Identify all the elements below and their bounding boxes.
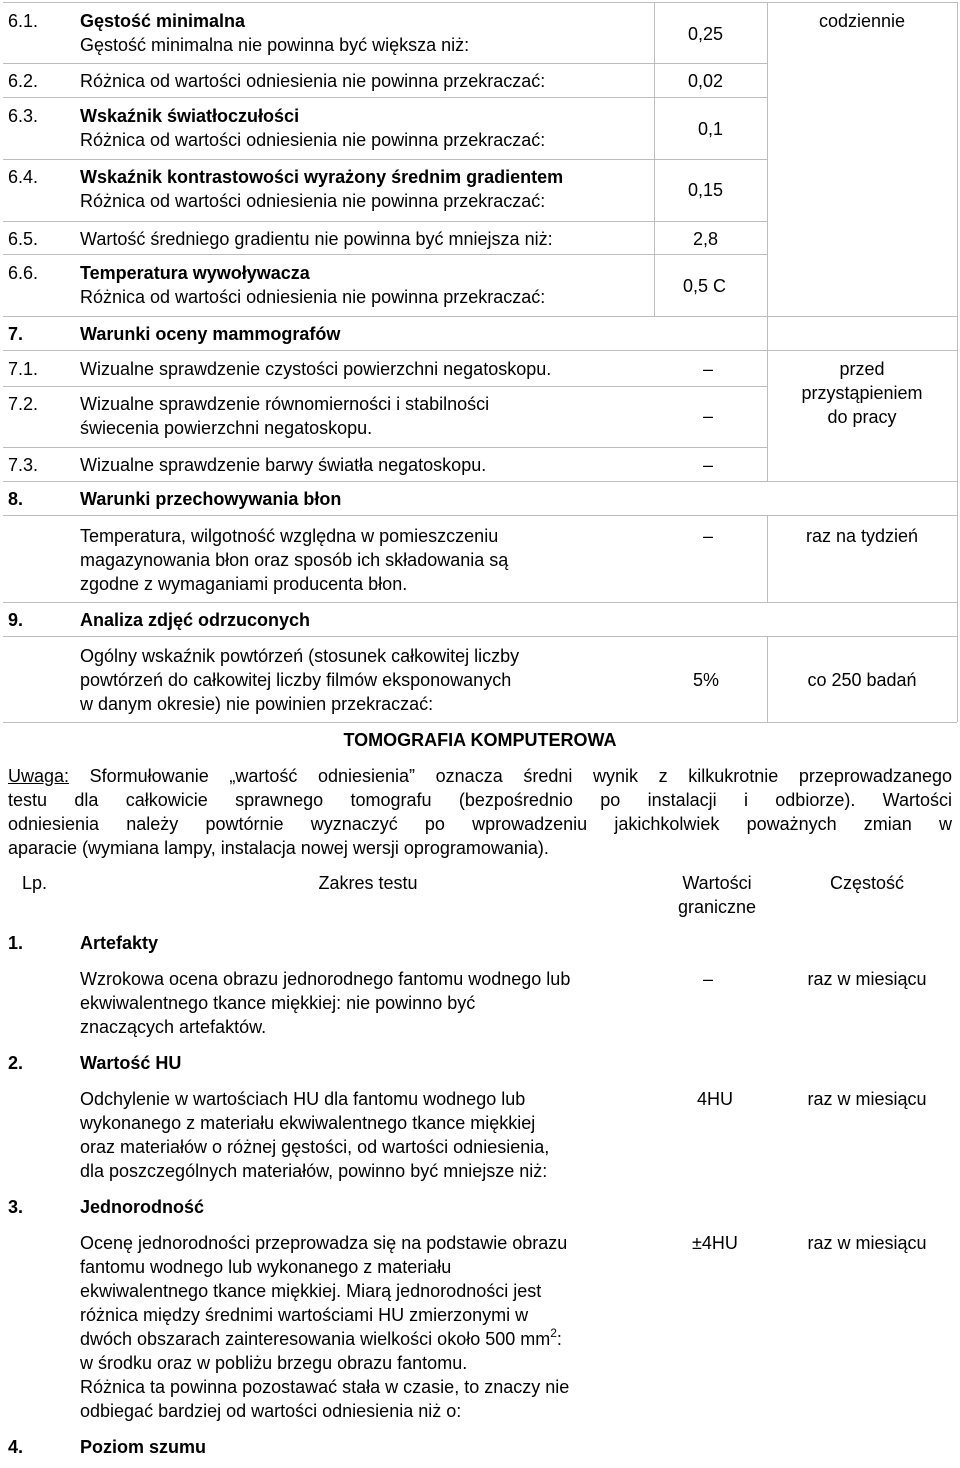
frequency-cell: raz w miesiącu [807,969,927,989]
item-title: Gęstość minimalna [80,11,246,31]
item-description: Wzrokowa ocena obrazu jednorodnego fantomu wodnego lub [80,969,571,989]
frequency-cell: raz na tydzień [805,526,919,546]
grid-line [3,636,957,637]
grid-line [3,221,767,222]
item-description: fantomu wodnego lub wykonanego z materiału [80,1257,452,1277]
grid-line [3,481,957,482]
section-number: 9. [8,610,24,630]
item-limit-value: – [703,526,714,546]
item-number: 6.5. [8,229,39,249]
item-number: 6.2. [8,71,39,91]
grid-line [3,2,957,3]
item-limit-value: 0,25 [688,24,724,44]
item-description: oraz materiałów o różnej gęstości, od wartości odniesienia, [80,1137,550,1157]
grid-line [3,159,767,160]
item-description: Wizualne sprawdzenie barwy światła negatoskopu. [80,455,487,475]
item-number: 2. [8,1053,24,1073]
item-number: 6.6. [8,263,39,283]
note-line [8,764,952,788]
item-description: różnica między średnimi wartościami HU zmierzonymi w [80,1305,529,1325]
item-limit-value: – [703,969,714,989]
column-header-scope: Zakres testu [318,873,418,893]
item-description: Różnica od wartości odniesienia nie powinna przekraczać: [80,191,546,211]
item-title: Poziom szumu [80,1437,207,1457]
grid-line [3,447,767,448]
item-description [80,1327,562,1351]
item-title: Temperatura wywoływacza [80,263,310,283]
superscript: 2 [550,1326,557,1340]
section-title: Analiza zdjęć odrzuconych [80,610,311,630]
column-header-limit: Wartości [682,873,752,893]
item-description: Różnica od wartości odniesienia nie powinna przekraczać: [80,130,546,150]
item-limit-value: 0,1 [698,119,724,139]
item-number: 6.3. [8,106,39,126]
section-number: 7. [8,324,24,344]
item-number: 3. [8,1197,24,1217]
item-limit-value: – [703,455,714,475]
item-description-text: : [556,1329,562,1349]
grid-line [957,2,958,722]
grid-line [3,97,767,98]
grid-line [3,386,767,387]
frequency-cell: przed [839,359,885,379]
item-description: Odchylenie w wartościach HU dla fantomu wodnego lub [80,1089,526,1109]
item-description: magazynowania błon oraz sposób ich składowania są [80,550,509,570]
item-number: 6.1. [8,11,39,31]
item-limit-value: 5% [693,670,720,690]
item-description: zgodne z wymaganiami producenta błon. [80,574,408,594]
item-description: Różnica od wartości odniesienia nie powinna przekraczać: [80,287,546,307]
item-description: Ocenę jednorodności przeprowadza się na podstawie obrazu [80,1233,568,1253]
note-line: aparacie (wymiana lampy, instalacja nowej wersji oprogramowania). [8,838,549,858]
item-title: Wskaźnik światłoczułości [80,106,300,126]
item-limit-value: 0,02 [688,71,724,91]
item-description: odbiegać bardziej od wartości odniesienia niż o: [80,1401,462,1421]
item-description: ekwiwalentnego tkance miękkiej. Miarą jednorodności jest [80,1281,542,1301]
item-limit-value: 0,5 C [683,276,727,296]
grid-line [3,602,957,603]
item-description: Temperatura, wilgotność względna w pomieszczeniu [80,526,499,546]
item-description-text: dwóch obszarach zainteresowania wielkości około 500 mm [80,1329,551,1349]
grid-line [3,63,767,64]
grid-line [3,254,767,255]
section-title: Warunki oceny mammografów [80,324,341,344]
note-line: odniesienia należy powtórnie wyznaczyć po wprowadzeniu jakichkolwiek poważnych zmian w [8,814,952,834]
item-description: wykonanego z materiału ekwiwalentnego tkance miękkiej [80,1113,536,1133]
frequency-cell: przystąpieniem [801,383,923,403]
frequency-cell: co 250 badań [807,670,917,690]
item-description: świecenia powierzchni negatoskopu. [80,418,373,438]
item-limit-value: – [703,359,714,379]
item-description: w środku oraz w pobliżu brzegu obrazu fantomu. [80,1353,468,1373]
item-description: znaczących artefaktów. [80,1017,267,1037]
item-description: dla poszczególnych materiałów, powinno być mniejsze niż: [80,1161,548,1181]
item-title: Wskaźnik kontrastowości wyrażony średnim gradientem [80,167,564,187]
item-description: Ogólny wskaźnik powtórzeń (stosunek całkowitej liczby [80,646,520,666]
grid-line [3,316,957,317]
item-number: 7.1. [8,359,39,379]
item-title: Wartość HU [80,1053,182,1073]
section-title: Warunki przechowywania błon [80,489,342,509]
grid-line [654,2,655,316]
item-description: Różnica od wartości odniesienia nie powinna przekraczać: [80,71,546,91]
item-number: 7.3. [8,455,39,475]
grid-line [3,515,957,516]
column-header-limit: graniczne [677,897,757,917]
section-number: 8. [8,489,24,509]
note-label: Uwaga: [8,766,70,786]
item-description: Różnica ta powinna pozostawać stała w czasie, to znaczy nie [80,1377,570,1397]
item-description: Gęstość minimalna nie powinna być większa niż: [80,35,470,55]
item-number: 4. [8,1437,24,1457]
item-description: Wizualne sprawdzenie równomierności i stabilności [80,394,490,414]
item-limit-value: 2,8 [693,229,719,249]
item-description: Wizualne sprawdzenie czystości powierzchni negatoskopu. [80,359,552,379]
item-limit-value: 0,15 [688,180,724,200]
item-description: Wartość średniego gradientu nie powinna być mniejsza niż: [80,229,553,249]
item-description: powtórzeń do całkowitej liczby filmów eksponowanych [80,670,512,690]
column-header-frequency: Częstość [829,873,905,893]
frequency-cell: raz w miesiącu [807,1089,927,1109]
item-description: ekwiwalentnego tkance miękkiej: nie powinno być [80,993,476,1013]
grid-line [3,722,957,723]
section-heading: TOMOGRAFIA KOMPUTEROWA [343,730,617,750]
item-description: w danym okresie) nie powinien przekraczać: [80,694,434,714]
item-limit-value: 4HU [697,1089,734,1109]
frequency-cell: raz w miesiącu [807,1233,927,1253]
column-header-lp: Lp. [22,873,48,893]
item-title: Jednorodność [80,1197,205,1217]
frequency-cell: do pracy [827,407,897,427]
frequency-cell: codziennie [818,11,906,31]
note-line: testu dla całkowicie sprawnego tomografu (bezpośrednio po instalacji i odbiorze). Wartości [8,790,952,810]
note-text: Sformułowanie „wartość odniesienia” oznacza średni wynik z kilkukrotnie przeprowadzanego [89,766,952,786]
item-number: 7.2. [8,394,39,414]
item-limit-value: – [703,406,714,426]
item-limit-value: ±4HU [692,1233,738,1253]
item-number: 1. [8,933,24,953]
grid-line [3,350,957,351]
item-title: Artefakty [80,933,159,953]
item-number: 6.4. [8,167,39,187]
